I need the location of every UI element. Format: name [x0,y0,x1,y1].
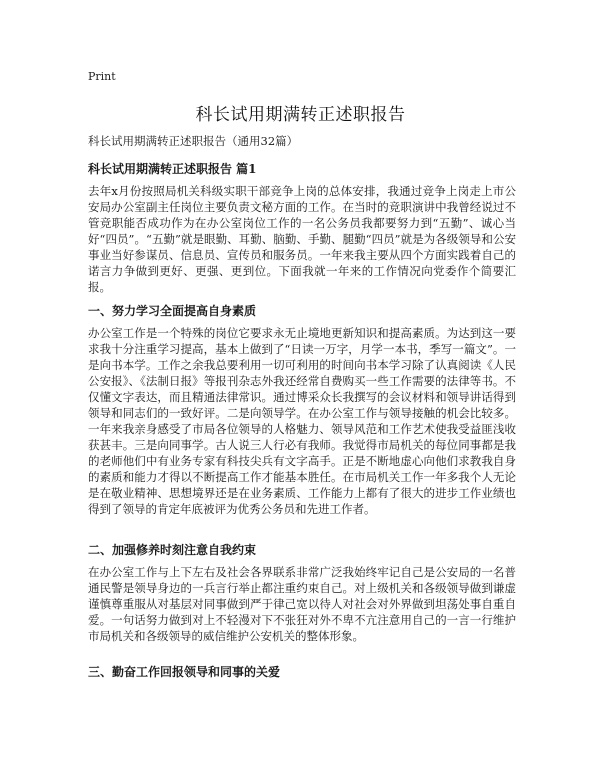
page-title: 科长试用期满转正述职报告 [195,105,406,125]
section-body-2: 在办公室工作与上下左右及社会各界联系非常广泛我始终牢记自己是公安局的一名普通民警是领导身边的一兵言行举止都注重约束自己。对上级机关和各级领导做到谦虚谨慎尊重服从对基层对同事做到严于律己宽以待人对社会对外界做到坦荡处事自重自爱。一句话努力做到对上不轻漫对下不张狂对外不卑不亢注意用自己的一言一行维护市局机关和各级领导的威信维护公安机关的整体形象。 [88,565,516,643]
print-link[interactable]: Print [88,70,116,83]
section-heading-2: 二、加强修养时刻注意自我约束 [88,543,257,557]
intro-paragraph: 去年x月份按照局机关科级实职干部竞争上岗的总体安排，我通过竞争上岗走上市公安局办公室副主任岗位主要负责文秘方面的工作。在当时的竞职演讲中我曾经说过不管竞职能否成功作为在办公室岗位工作的一名公务员我都要努力到“五勤”、诚心当好“四员”。“五勤”就是眼勤、耳勤、脑勤、手勤、腿勤“四员”就是为各级领导和公安事业当好参谋员、信息员、宣传员和服务员。一年来我主要从四个方面实践着自己的诺言力争做到更好、更强、更到位。下面我就一年来的工作情况向党委作个简要汇报。 [88,184,516,294]
section-body-1: 办公室工作是一个特殊的岗位它要求永无止境地更新知识和提高素质。为达到这一要求我十分注重学习提高，基本上做到了“日读一万字，月学一本书，季写一篇文”。一是向书本学。工作之余我总要利用一切可利用的时间向书本学习除了认真阅读《人民公安报》、《法制日报》等报刊杂志外我还经常自费购买一些工作需要的法律等书。不仅懂文字表达，而且精通法律常识。通过博采众长我撰写的会议材料和领导讲话得到领导和同志们的一致好评。二是向领导学。在办公室工作与领导接触的机会比较多。一年来我亲身感受了市局各位领导的人格魅力、领导风范和工作艺术使我受益匪浅收获甚丰。三是向同事学。古人说三人行必有我师。我觉得市局机关的每位同事都是我的老师他们中有业务专家有科技尖兵有文字高手。正是不断地虚心向他们求教我自身的素质和能力才得以不断提高工作才能基本胜任。在市局机关工作一年多我个人无论是在敬业精神、思想境界还是在业务素质、工作能力上都有了很大的进步工作业绩也得到了领导的肯定年底被评为优秀公务员和先进工作者。 [88,326,516,516]
article-heading: 科长试用期满转正述职报告 篇1 [88,162,257,176]
document-subtitle: 科长试用期满转正述职报告（通用32篇） [88,134,299,148]
section-heading-3: 三、勤奋工作回报领导和同事的关爱 [88,665,281,679]
section-heading-1: 一、努力学习全面提高自身素质 [88,304,257,318]
